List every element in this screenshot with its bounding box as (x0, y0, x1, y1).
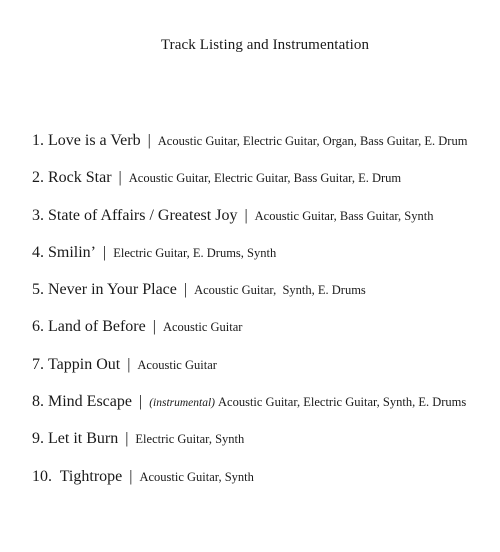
track-number: 8. (32, 393, 44, 411)
track-instruments: Acoustic Guitar, Electric Guitar, Bass Guitar, E. Drum (128, 171, 402, 186)
track-item (32, 203, 496, 240)
track-title: Tappin Out (48, 355, 121, 373)
track-item (32, 352, 496, 389)
separator: | (103, 243, 107, 261)
track-title: Mind Escape (48, 393, 132, 411)
track-item (32, 314, 496, 351)
track-item (32, 426, 496, 463)
track-number: 3. (32, 206, 44, 224)
separator: | (183, 281, 188, 299)
track-title: Never in Your Place (48, 281, 177, 299)
separator: | (118, 169, 122, 187)
track-number: 6. (32, 318, 44, 336)
track-title: Love is a Verb (48, 132, 141, 149)
separator: | (138, 393, 143, 411)
separator: | (129, 467, 133, 485)
track-list (32, 128, 496, 501)
separator: | (152, 318, 156, 336)
track-instruments: Acoustic Guitar, Electric Guitar, Organ, Bass Guitar, E. Drum (157, 134, 468, 148)
track-instruments: Electric Guitar, E. Drums, Synth (113, 245, 277, 260)
track-number: 5. (32, 281, 44, 299)
track-instruments: Acoustic Guitar, Electric Guitar, Synth, E. Drums (218, 395, 467, 410)
track-title: Smilin’ (48, 243, 97, 261)
track-item (32, 389, 496, 426)
separator: | (125, 430, 129, 448)
track-number: 7. (32, 355, 44, 373)
separator: | (244, 206, 248, 224)
track-instruments: Acoustic Guitar, Synth (139, 469, 254, 484)
separator: | (147, 132, 151, 149)
track-item (32, 464, 496, 501)
track-item (32, 277, 496, 314)
track-note: (instrumental) (149, 397, 215, 410)
track-title: Let it Burn (48, 430, 119, 448)
track-title: Tightrope (56, 467, 123, 485)
track-title: State of Affairs / Greatest Joy (48, 206, 238, 224)
track-title: Land of Before (48, 318, 146, 336)
track-instruments: Acoustic Guitar (137, 357, 217, 372)
track-number: 10. (32, 467, 52, 485)
track-instruments: Acoustic Guitar, Bass Guitar, Synth (254, 208, 434, 223)
track-instruments: Acoustic Guitar, Synth, E. Drums (194, 283, 366, 298)
track-number: 4. (32, 243, 44, 261)
track-title: Rock Star (48, 169, 112, 187)
separator: | (127, 355, 131, 373)
track-instruments: Electric Guitar, Synth (135, 432, 245, 447)
track-item (32, 128, 496, 165)
track-item (32, 240, 496, 277)
track-item (32, 165, 496, 202)
page-title: Track Listing and Instrumentation (160, 37, 370, 53)
track-number: 1. (32, 132, 44, 149)
track-number: 2. (32, 169, 44, 187)
track-instruments: Acoustic Guitar (162, 320, 243, 335)
track-number: 9. (32, 430, 44, 448)
